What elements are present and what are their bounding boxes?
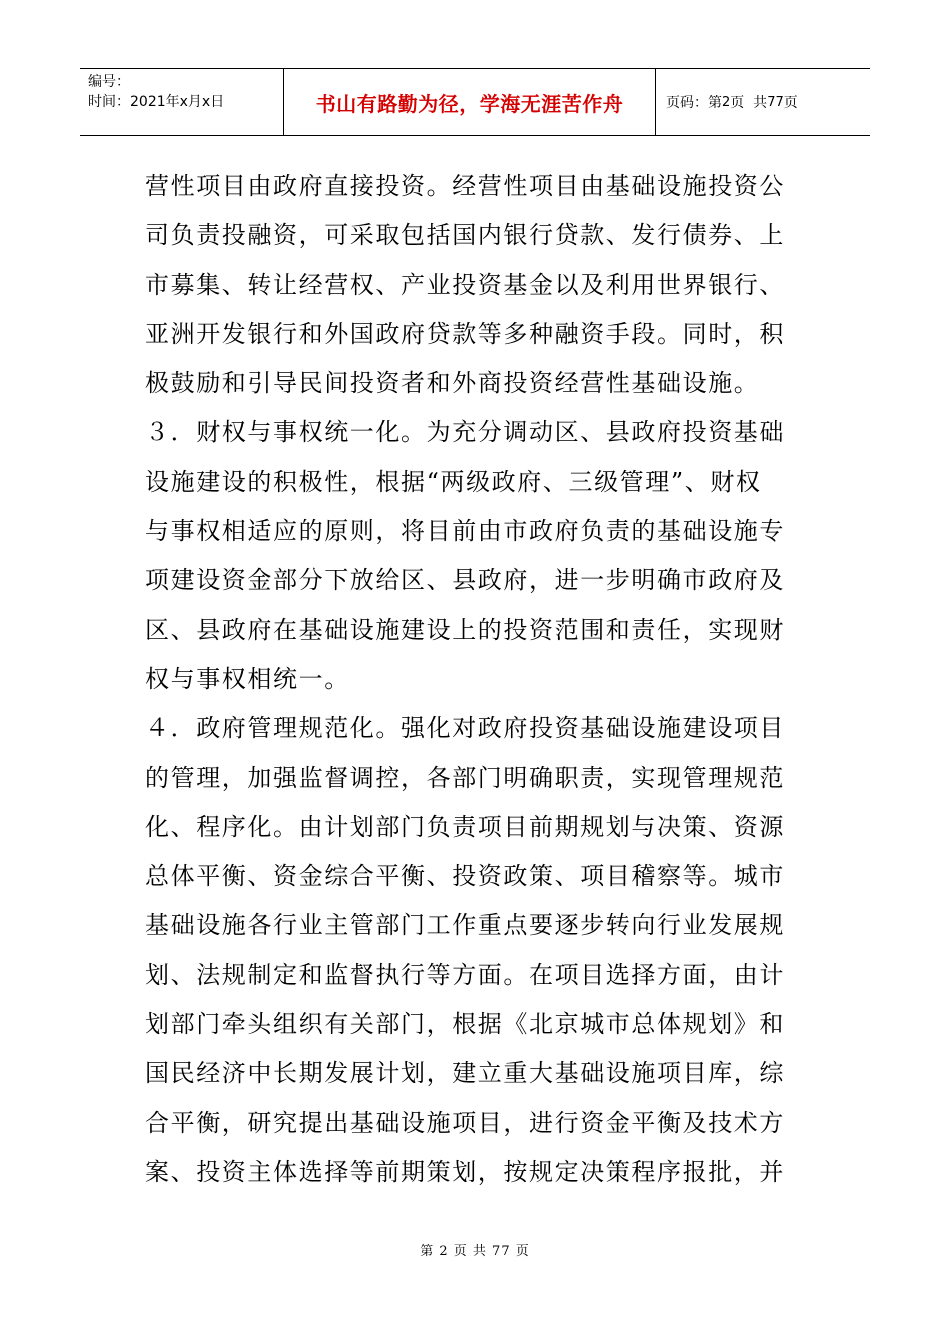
page-middle: 页 共 — [730, 95, 768, 111]
body-line: 市募集、转让经营权、产业投资基金以及利用世界银行、 — [145, 270, 785, 299]
body-line: 设施建设的积极性，根据“两级政府、三级管理”、财权 — [145, 467, 762, 496]
body-line: 国民经济中长期发展计划，建立重大基础设施项目库，综 — [145, 1059, 785, 1088]
page-label: 页码：第 — [666, 95, 722, 111]
document-time-label: 时间：2021年x月x日 — [88, 94, 225, 110]
body-line: 权与事权相统一。 — [145, 664, 350, 693]
body-line: 总体平衡、资金综合平衡、投资政策、项目稽察等。城市 — [145, 862, 785, 891]
page-suffix: 页 — [783, 95, 798, 111]
body-line: 区、县政府在基础设施建设上的投资范围和责任，实现财 — [145, 615, 785, 644]
document-number-label: 编号： — [88, 74, 130, 90]
body-line: 化、程序化。由计划部门负责项目前期规划与决策、资源 — [145, 812, 785, 841]
body-line: ３．财权与事权统一化。为充分调动区、县政府投资基础 — [145, 418, 785, 447]
body-line: 亚洲开发银行和外国政府贷款等多种融资手段。同时，积 — [145, 319, 785, 348]
page-footer: 第 2 页 共 77 页 — [420, 1244, 530, 1259]
body-line: 与事权相适应的原则，将目前由市政府负责的基础设施专 — [145, 517, 785, 546]
document-header — [80, 68, 870, 136]
body-line: 基础设施各行业主管部门工作重点要逐步转向行业发展规 — [145, 911, 785, 940]
body-line: 极鼓励和引导民间投资者和外商投资经营性基础设施。 — [145, 369, 760, 398]
header-meta-cell — [80, 69, 284, 135]
page-total: 77 — [767, 94, 784, 110]
body-line: 合平衡，研究提出基础设施项目，进行资金平衡及技术方 — [145, 1108, 785, 1137]
header-motto: 书山有路勤为径，学海无涯苦作舟 — [284, 69, 656, 135]
body-line: 营性项目由政府直接投资。经营性项目由基础设施投资公 — [145, 172, 785, 200]
body-line: 划、法规制定和监督执行等方面。在项目选择方面，由计 — [145, 960, 785, 989]
body-line: 案、投资主体选择等前期策划，按规定决策程序报批，并 — [145, 1157, 785, 1186]
body-line: 项建设资金部分下放给区、县政府，进一步明确市政府及 — [145, 566, 785, 595]
document-body — [145, 162, 815, 1197]
body-line: ４．政府管理规范化。强化对政府投资基础设施建设项目 — [145, 714, 785, 743]
body-line: 司负责投融资，可采取包括国内银行贷款、发行债券、上 — [145, 221, 785, 250]
header-page-info — [656, 69, 870, 135]
body-line: 的管理，加强监督调控，各部门明确职责，实现管理规范 — [145, 763, 785, 792]
body-line: 划部门牵头组织有关部门，根据《北京城市总体规划》和 — [145, 1010, 785, 1039]
page-current: 2 — [722, 94, 731, 110]
